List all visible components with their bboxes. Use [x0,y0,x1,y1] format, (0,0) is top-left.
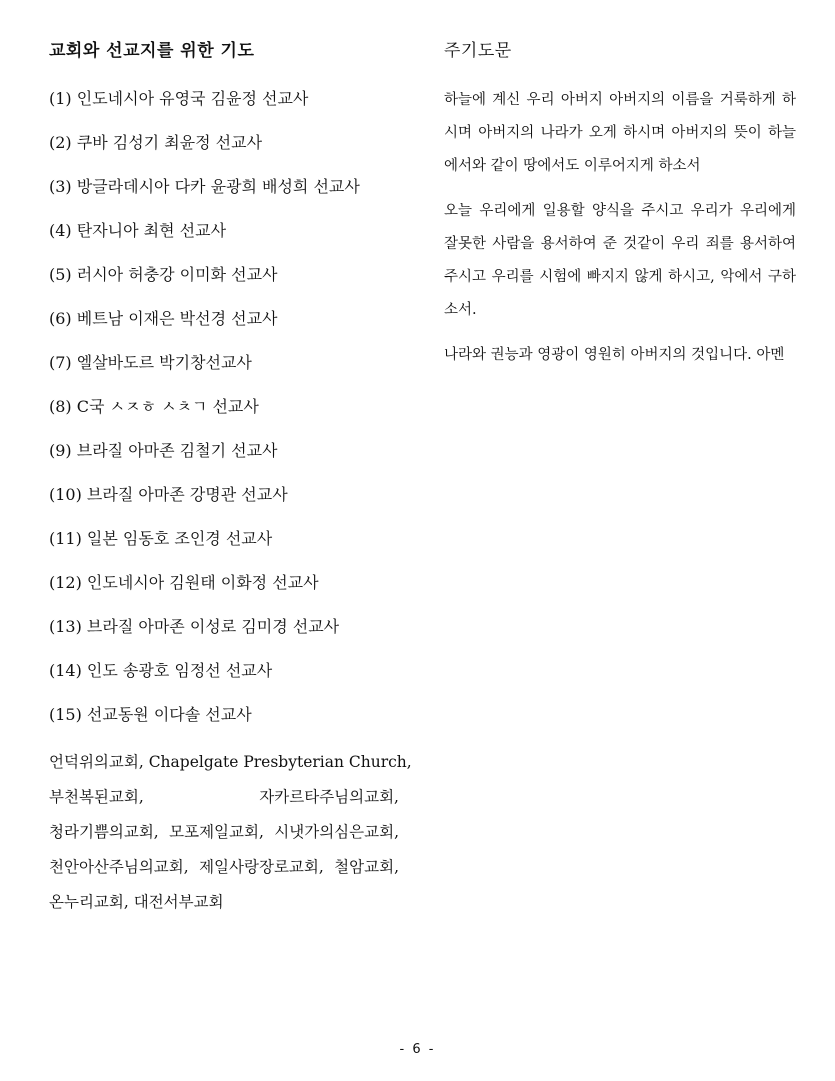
missionary-item: (15) 선교동원 이다솔 선교사 [49,705,252,724]
missionary-item: (7) 엘살바도르 박기창선교사 [49,353,252,372]
church-line: 천안아산주님의교회, 제일사랑장로교회, 철암교회, [49,858,399,876]
missionary-item: (5) 러시아 허충강 이미화 선교사 [49,265,278,284]
missionary-item: (1) 인도네시아 유영국 김윤정 선교사 [49,89,309,108]
church-line: 청라기쁨의교회, 모포제일교회, 시냇가의심은교회, [49,823,399,841]
lords-prayer-section [444,38,796,384]
missionary-item: (14) 인도 송광호 임정선 선교사 [49,661,273,680]
missions-heading: 교회와 선교지를 위한 기도 [49,41,255,61]
missionary-item: (11) 일본 임동호 조인경 선교사 [49,529,273,548]
partner-churches-list [49,745,412,920]
lords-prayer-heading: 주기도문 [444,41,512,61]
missionary-item: (3) 방글라데시아 다카 윤광희 배성희 선교사 [49,177,360,196]
missionary-item: (12) 인도네시아 김원태 이화정 선교사 [49,573,319,592]
missionary-item: (10) 브라질 아마존 강명관 선교사 [49,485,288,504]
missionary-list [49,84,399,744]
lords-prayer-text [444,84,796,372]
prayer-paragraph: 나라와 권능과 영광이 영원히 아버지의 것입니다. 아멘 [444,347,785,363]
missionary-item: (9) 브라질 아마존 김철기 선교사 [49,441,278,460]
church-line: 언덕위의교회, Chapelgate Presbyterian Church, [49,753,412,771]
page-number: - 6 - [399,1042,436,1057]
prayer-paragraph: 오늘 우리에게 일용할 양식을 주시고 우리가 우리에게 잘못한 사람을 용서하여 준 것같이 우리 죄를 용서하여 주시고 우리를 시험에 빠지지 않게 하시고, 악에서 구하소서. [444,203,796,318]
prayer-for-missions-section [49,38,412,920]
prayer-paragraph: 하늘에 계신 우리 아버지 아버지의 이름을 거룩하게 하시며 아버지의 나라가 오게 하시며 아버지의 뜻이 하늘에서와 같이 땅에서도 이루어지게 하소서 [444,92,796,174]
missionary-item: (8) C국 ㅅㅈㅎ ㅅㅊㄱ 선교사 [49,397,259,416]
missionary-item: (13) 브라질 아마존 이성로 김미경 선교사 [49,617,340,636]
missionary-item: (2) 쿠바 김성기 최윤정 선교사 [49,133,263,152]
missionary-item: (6) 베트남 이재은 박선경 선교사 [49,309,278,328]
missionary-item: (4) 탄자니아 최현 선교사 [49,221,227,240]
church-line: 온누리교회, 대전서부교회 [49,893,224,911]
church-line: 부천복된교회, 자카르타주님의교회, [49,788,399,806]
